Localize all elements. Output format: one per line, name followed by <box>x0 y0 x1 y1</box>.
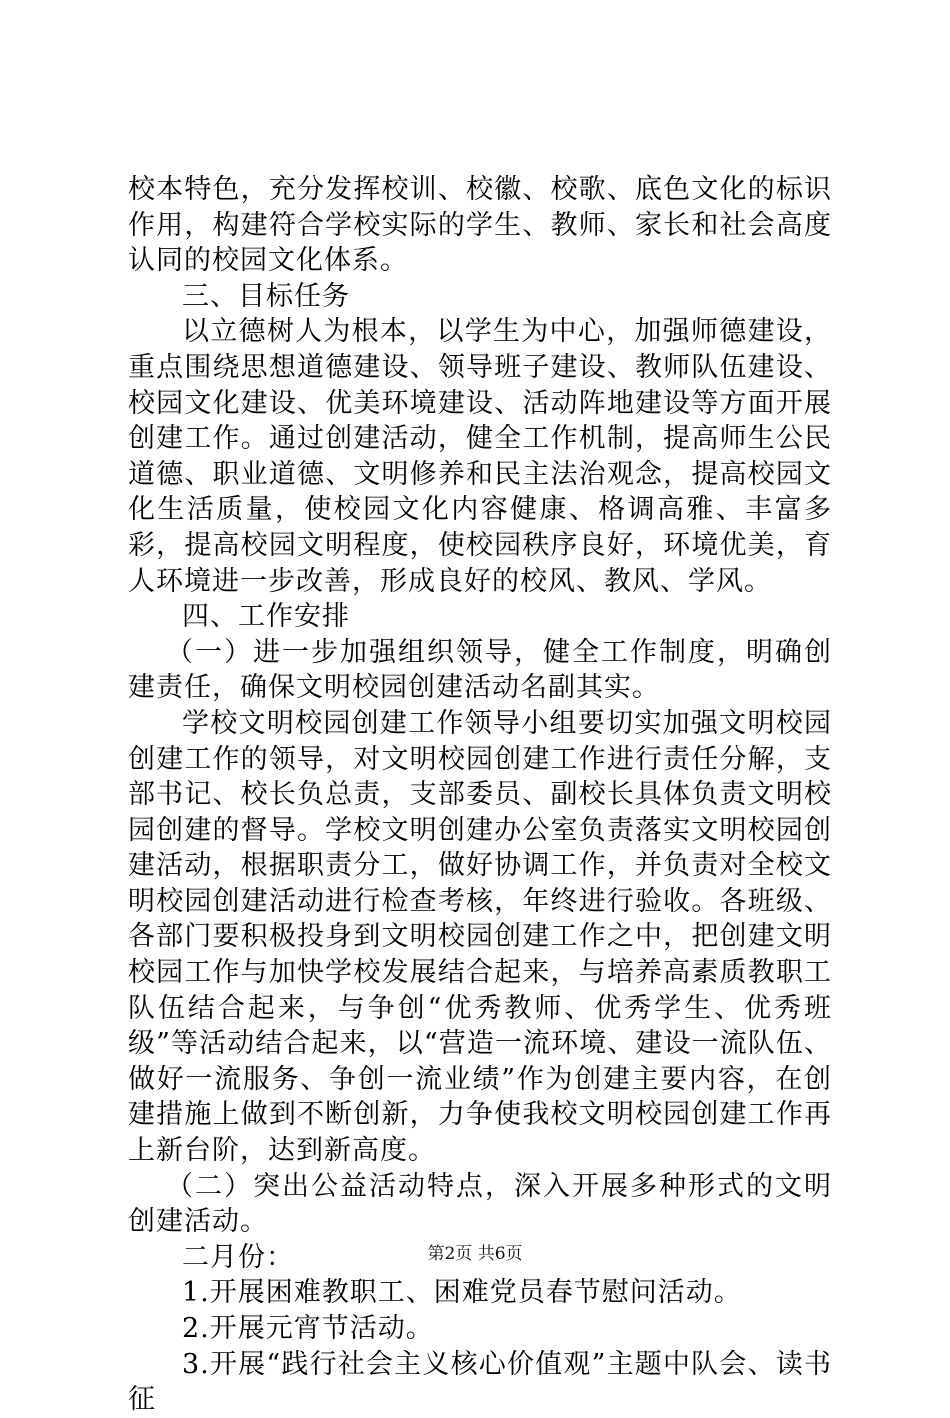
page-footer <box>0 1243 950 1265</box>
paragraph-organization: 学校文明校园创建工作领导小组要切实加强文明校园创建工作的领导，对文明校园创建工作进行责任分解，支部书记、校长负总责，支部委员、副校长具体负责文明校园创建的督导。学校文明创建办公室负责落实文明校园创建活动，根据职责分工，做好协调工作，并负责对全校文明校园创建活动进行检查考核，年终进行验收。各班级、各部门要积极投身到文明校园创建工作之中，把创建文明校园工作与加快学校发展结合起来，与培养高素质教职工队伍结合起来，与争创“优秀教师、优秀学生、优秀班级”等活动结合起来，以“营造一流环境、建设一流队伍、做好一流服务、争创一流业绩”作为创建主要内容，在创建措施上做到不断创新，力争使我校文明校园创建工作再上新台阶，达到新高度。 <box>128 707 832 1167</box>
page-number: 第2页 共6页 <box>427 1244 523 1264</box>
paragraph-goals: 以立德树人为根本，以学生为中心，加强师德建设，重点围绕思想道德建设、领导班子建设、教师队伍建设、校园文化建设、优美环境建设、活动阵地建设等方面开展创建工作。通过创建活动，健全工作机制，提高师生公民道德、职业道德、文明修养和民主法治观念，提高校园文化生活质量，使校园文化内容健康、格调高雅、丰富多彩，提高校园文明程度，使校园秩序良好，环境优美，育人环境进一步改善，形成良好的校风、教风、学风。 <box>128 316 832 597</box>
document-body <box>128 172 832 1418</box>
month-label-february: 二月份： <box>182 1241 294 1273</box>
list-item-3: 3.开展“践行社会主义核心价值观”主题中队会、读书征 <box>128 1348 832 1416</box>
list-item-2: 2.开展元宵节活动。 <box>182 1313 434 1344</box>
section-heading-goals: 三、目标任务 <box>182 280 350 312</box>
subheading-activities: （二）突出公益活动特点，深入开展多种形式的文明创建活动。 <box>128 1170 832 1238</box>
section-heading-arrangement: 四、工作安排 <box>182 601 350 633</box>
list-item-1: 1.开展困难教职工、困难党员春节慰问活动。 <box>182 1277 742 1309</box>
subheading-organization: （一）进一步加强组织领导，健全工作制度，明确创建责任，确保文明校园创建活动名副其实。 <box>128 636 832 704</box>
paragraph-intro-continued: 校本特色，充分发挥校训、校徽、校歌、底色文化的标识作用，构建符合学校实际的学生、教师、家长和社会高度认同的校园文化体系。 <box>128 174 832 277</box>
